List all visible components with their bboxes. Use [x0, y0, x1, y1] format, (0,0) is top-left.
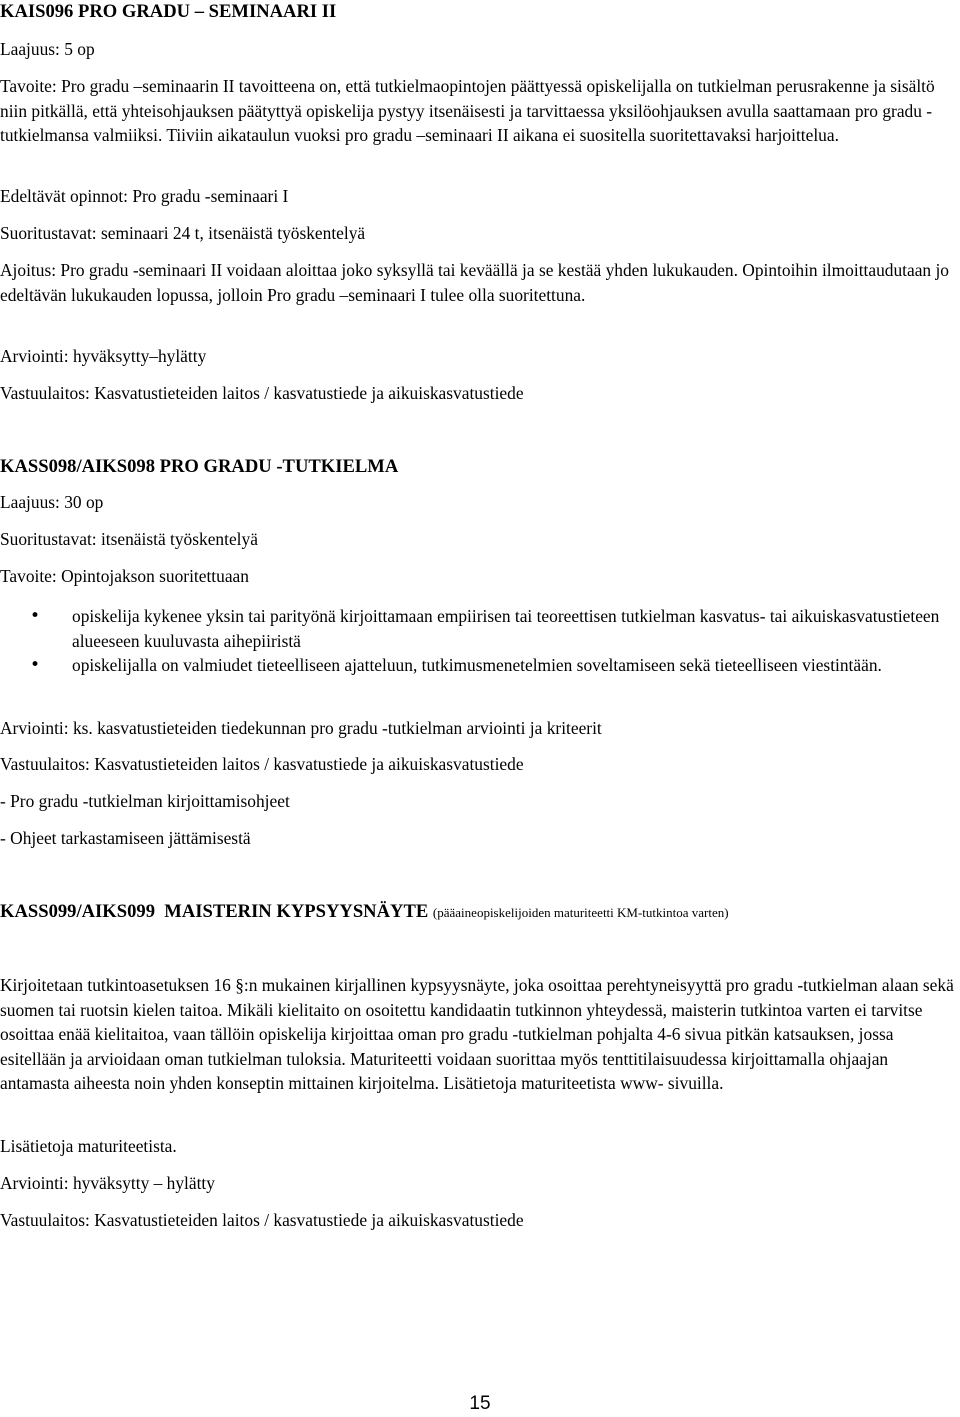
link-kirjoittamisohjeet[interactable]: - Pro gradu -tutkielman kirjoittamisohjeet: [0, 791, 290, 811]
vastuulaitos-kass098: Vastuulaitos: Kasvatustieteiden laitos / kasvatustiede ja aikuiskasvatustiede: [0, 754, 524, 774]
section-title-kass099-main: KASS099/AIKS099 MAISTERIN KYPSYYSNÄYTE: [0, 901, 429, 922]
vastuulaitos-kass099: Vastuulaitos: Kasvatustieteiden laitos / kasvatustiede ja aikuiskasvatustiede: [0, 1210, 524, 1230]
arviointi-kass099: Arviointi: hyväksytty – hylätty: [0, 1173, 215, 1193]
link-tarkastamisohjeet[interactable]: - Ohjeet tarkastamiseen jättämisestä: [0, 828, 251, 848]
lisatietoja-link[interactable]: Lisätietoja maturiteetista.: [0, 1136, 177, 1156]
tavoite-kais096: Tavoite: Pro gradu –seminaarin II tavoitteena on, että tutkielmaopintojen päättyessä opiskelijalla on tutkielman perusrakenne ja sisältö niin pitkällä, että yhteisohjauksen päätyttyä opiskelija pystyy itsenäisesti ja tarvittaessa yksilöohjauksen avulla saattamaan pro gradu -tutkielmansa valmiiksi. Tiiviin aikataulun vuoksi pro gradu –seminaari II aikana ei suositella suoritettavaksi harjoittelua.: [0, 76, 935, 145]
section-title-kais096: KAIS096 PRO GRADU – SEMINAARI II: [0, 1, 337, 22]
laajuus-kass098: Laajuus: 30 op: [0, 492, 104, 512]
ajoitus-kais096: Ajoitus: Pro gradu -seminaari II voidaan aloittaa joko syksyllä tai keväällä ja se kestää yhden lukukauden. Opintoihin ilmoittaudutaan jo edeltävän lukukauden lopussa, jolloin Pro gradu –seminaari I tulee olla suoritettuna.: [0, 260, 950, 305]
arviointi-kais096: Arviointi: hyväksytty–hylätty: [0, 346, 207, 366]
tavoite-bullet-list: [0, 604, 955, 678]
section-title-kass099: [0, 900, 958, 926]
suoritustavat-kais096: Suoritustavat: seminaari 24 t, itsenäistä työskentelyä: [0, 223, 366, 243]
section-title-kass098: KASS098/AIKS098 PRO GRADU -TUTKIELMA: [0, 456, 399, 477]
list-item: • opiskelija kykenee yksin tai parityönä kirjoittamaan empiirisen tai teoreettisen tutkielman kasvatus- tai aikuiskasvatustieteen alueeseen kuuluvasta aihepiiristä: [0, 604, 955, 653]
kypsyysnayte-body: Kirjoitetaan tutkintoasetuksen 16 §:n mukainen kirjallinen kypsyysnäyte, joka osoittaa perehtyneisyyttä pro gradu -tutkielman alaan sekä suomen tai ruotsin kielen taitoa. Mikäli kielitaito on osoitettu kandidaatin tutkinnon yhteydessä, maisterin tutkintoa varten ei tarvitse osoittaa enää kielitaitoa, vaan tällöin opiskelija kirjoittaa oman pro gradu -tutkielman pohjalta 4-6 sivua pitkän katsauksen, jossa esitellään ja arvioidaan oman tutkielman tuloksia. Maturiteetti voidaan suorittaa myös tenttitilaisuudessa kirjoittamalla ohjaajan antamasta aiheesta noin yhden konseptin mittainen kirjoitelma. Lisätietoja maturiteetista www- sivuilla.: [0, 975, 954, 1093]
section-title-kass099-note: (pääaineopiskelijoiden maturiteetti KM-tutkintoa varten): [432, 905, 729, 920]
page-number: 15: [469, 1393, 491, 1414]
edeltavat-kais096: Edeltävät opinnot: Pro gradu -seminaari I: [0, 186, 289, 206]
arviointi-kass098: Arviointi: ks. kasvatustieteiden tiedekunnan pro gradu -tutkielman arviointi ja kriteerit: [0, 718, 602, 738]
list-item: • opiskelijalla on valmiudet tieteelliseen ajatteluun, tutkimusmenetelmien soveltamiseen sekä tieteelliseen viestintään.: [0, 653, 955, 678]
laajuus-kais096: Laajuus: 5 op: [0, 39, 95, 59]
tavoite-kass098: Tavoite: Opintojakson suoritettuaan: [0, 566, 249, 586]
suoritustavat-kass098: Suoritustavat: itsenäistä työskentelyä: [0, 529, 258, 549]
vastuulaitos-kais096: Vastuulaitos: Kasvatustieteiden laitos / kasvatustiede ja aikuiskasvatustiede: [0, 383, 524, 403]
